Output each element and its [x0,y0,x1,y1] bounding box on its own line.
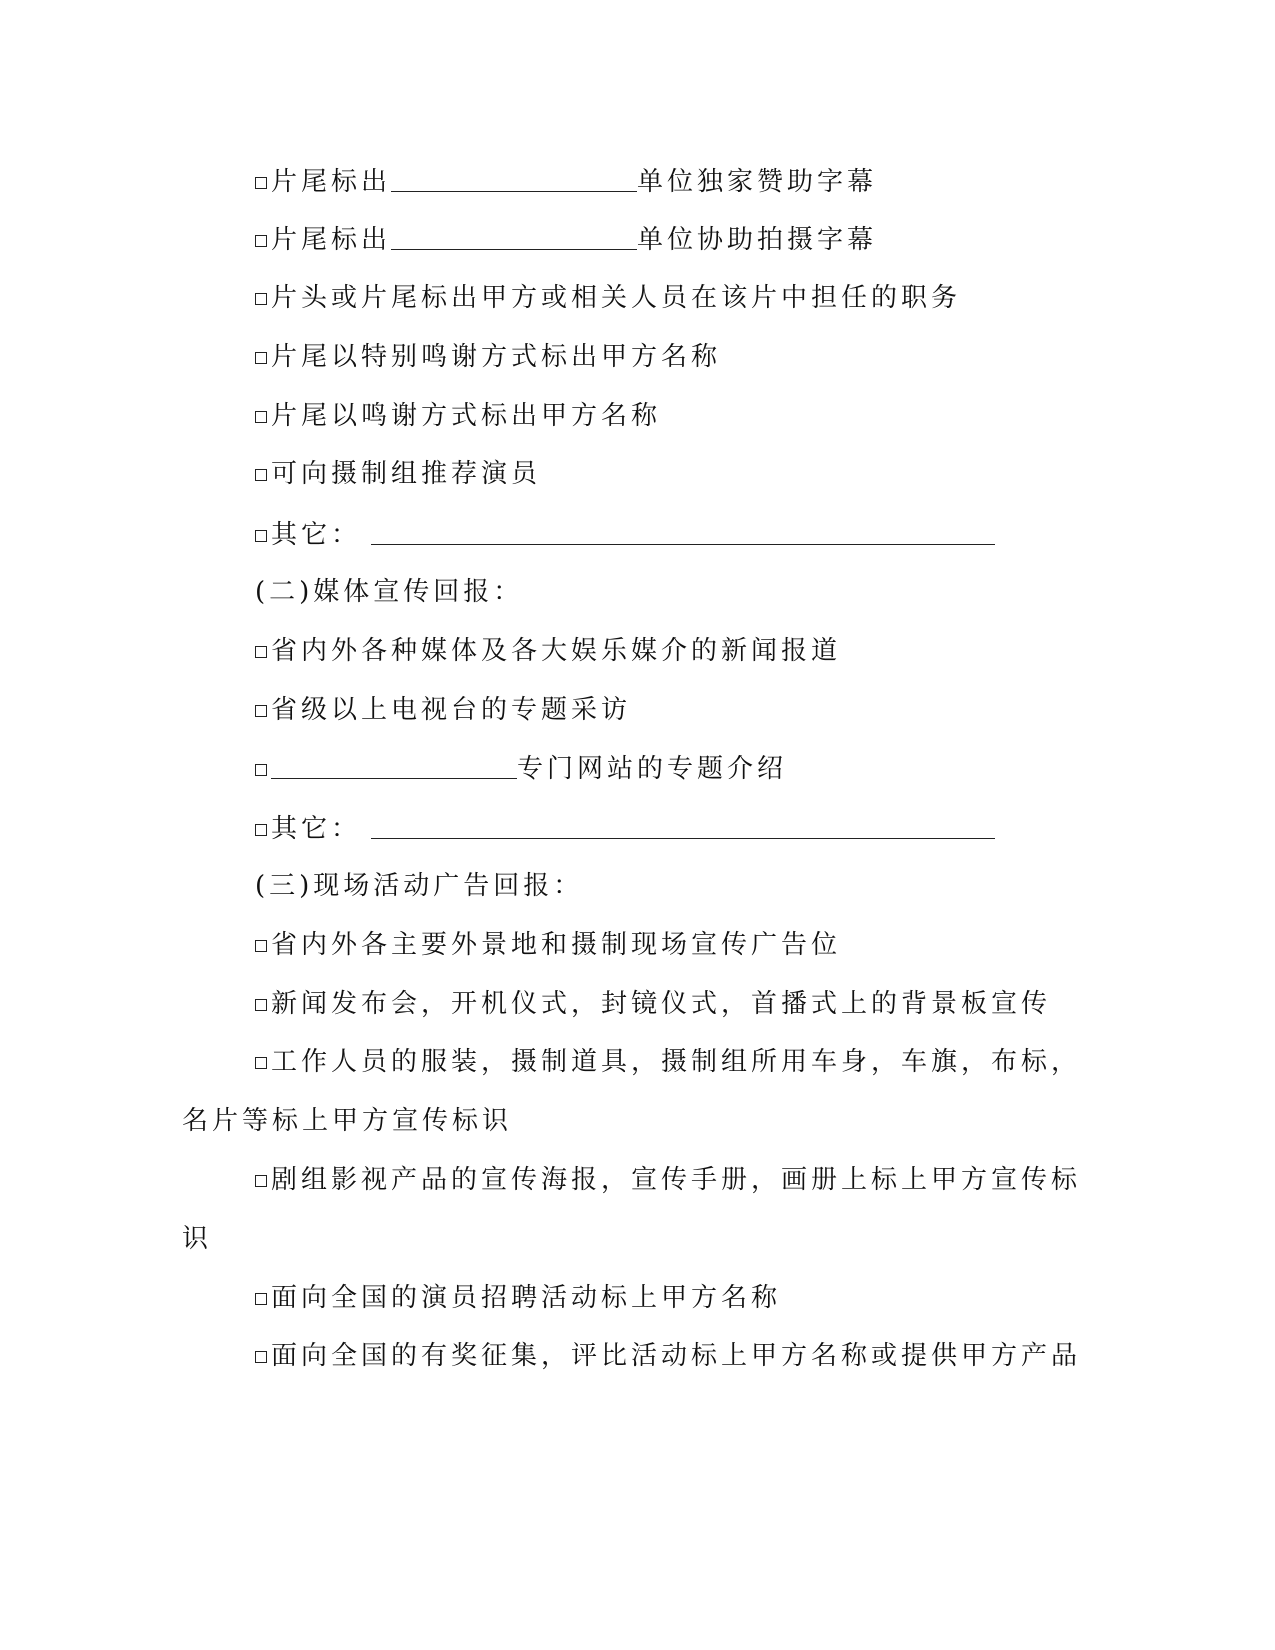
option-line [255,988,1051,1020]
checkbox-icon[interactable] [255,999,267,1011]
checkbox-icon[interactable] [255,352,267,364]
option-text: 识 [182,1224,213,1254]
option-text: 名片等标上甲方宣传标识 [182,1106,513,1136]
checkbox-icon[interactable] [255,1057,267,1069]
option-text-suffix: 单位协助拍摄字幕 [637,225,878,255]
section-heading [255,870,583,902]
fill-blank[interactable] [391,165,637,192]
checkbox-icon[interactable] [255,824,267,836]
checkbox-icon[interactable] [255,530,267,542]
option-line [255,341,721,373]
section-heading [255,576,523,608]
option-line-continuation [182,1105,512,1137]
option-text: 其它： [271,814,362,844]
option-line [255,458,541,490]
option-text-suffix: 单位独家赞助字幕 [637,167,878,197]
checkbox-icon[interactable] [255,940,267,952]
option-text: 新闻发布会，开机仪式，封镜仪式，首播式上的背景板宣传 [271,989,1052,1019]
option-line [255,165,877,197]
option-text-suffix: 专门网站的专题介绍 [517,754,788,784]
option-line [255,694,631,726]
option-line [255,752,787,784]
fill-blank[interactable] [391,223,637,250]
checkbox-icon[interactable] [255,646,267,658]
option-line-continuation [182,1223,212,1255]
option-text: 片头或片尾标出甲方或相关人员在该片中担任的职务 [271,283,962,313]
section-heading-text: (二)媒体宣传回报： [255,577,524,607]
checkbox-icon[interactable] [255,177,267,189]
option-line [255,282,961,314]
option-text: 片尾以特别鸣谢方式标出甲方名称 [271,342,722,372]
option-text: 面向全国的有奖征集，评比活动标上甲方名称或提供甲方产品 [271,1341,1082,1371]
option-line [255,812,995,844]
checkbox-icon[interactable] [255,764,267,776]
option-line [255,518,995,550]
option-text: 片尾标出 [271,225,392,255]
option-text: 省内外各主要外景地和摄制现场宣传广告位 [271,930,842,960]
checkbox-icon[interactable] [255,411,267,423]
option-line [255,1164,1081,1196]
checkbox-icon[interactable] [255,293,267,305]
option-line [255,1282,781,1314]
checkbox-icon[interactable] [255,1293,267,1305]
option-text: 面向全国的演员招聘活动标上甲方名称 [271,1283,782,1313]
checkbox-icon[interactable] [255,705,267,717]
fill-blank[interactable] [271,752,517,779]
option-line [255,223,877,255]
option-text: 片尾标出 [271,167,392,197]
option-text: 剧组影视产品的宣传海报，宣传手册，画册上标上甲方宣传标 [271,1165,1082,1195]
fill-blank[interactable] [371,812,995,839]
option-text: 省级以上电视台的专题采访 [271,695,632,725]
option-text: 可向摄制组推荐演员 [271,459,542,489]
checkbox-icon[interactable] [255,1175,267,1187]
option-line [255,635,841,667]
option-text: 省内外各种媒体及各大娱乐媒介的新闻报道 [271,636,842,666]
checkbox-icon[interactable] [255,235,267,247]
fill-blank[interactable] [371,518,995,545]
option-line [255,929,841,961]
checkbox-icon[interactable] [255,469,267,481]
option-line [255,1046,1081,1078]
option-text: 片尾以鸣谢方式标出甲方名称 [271,401,662,431]
option-line [255,400,661,432]
option-text: 工作人员的服装，摄制道具，摄制组所用车身，车旗，布标， [271,1047,1082,1077]
option-text: 其它： [271,520,362,550]
option-line [255,1340,1081,1372]
section-heading-text: (三)现场活动广告回报： [255,871,584,901]
checkbox-icon[interactable] [255,1351,267,1363]
